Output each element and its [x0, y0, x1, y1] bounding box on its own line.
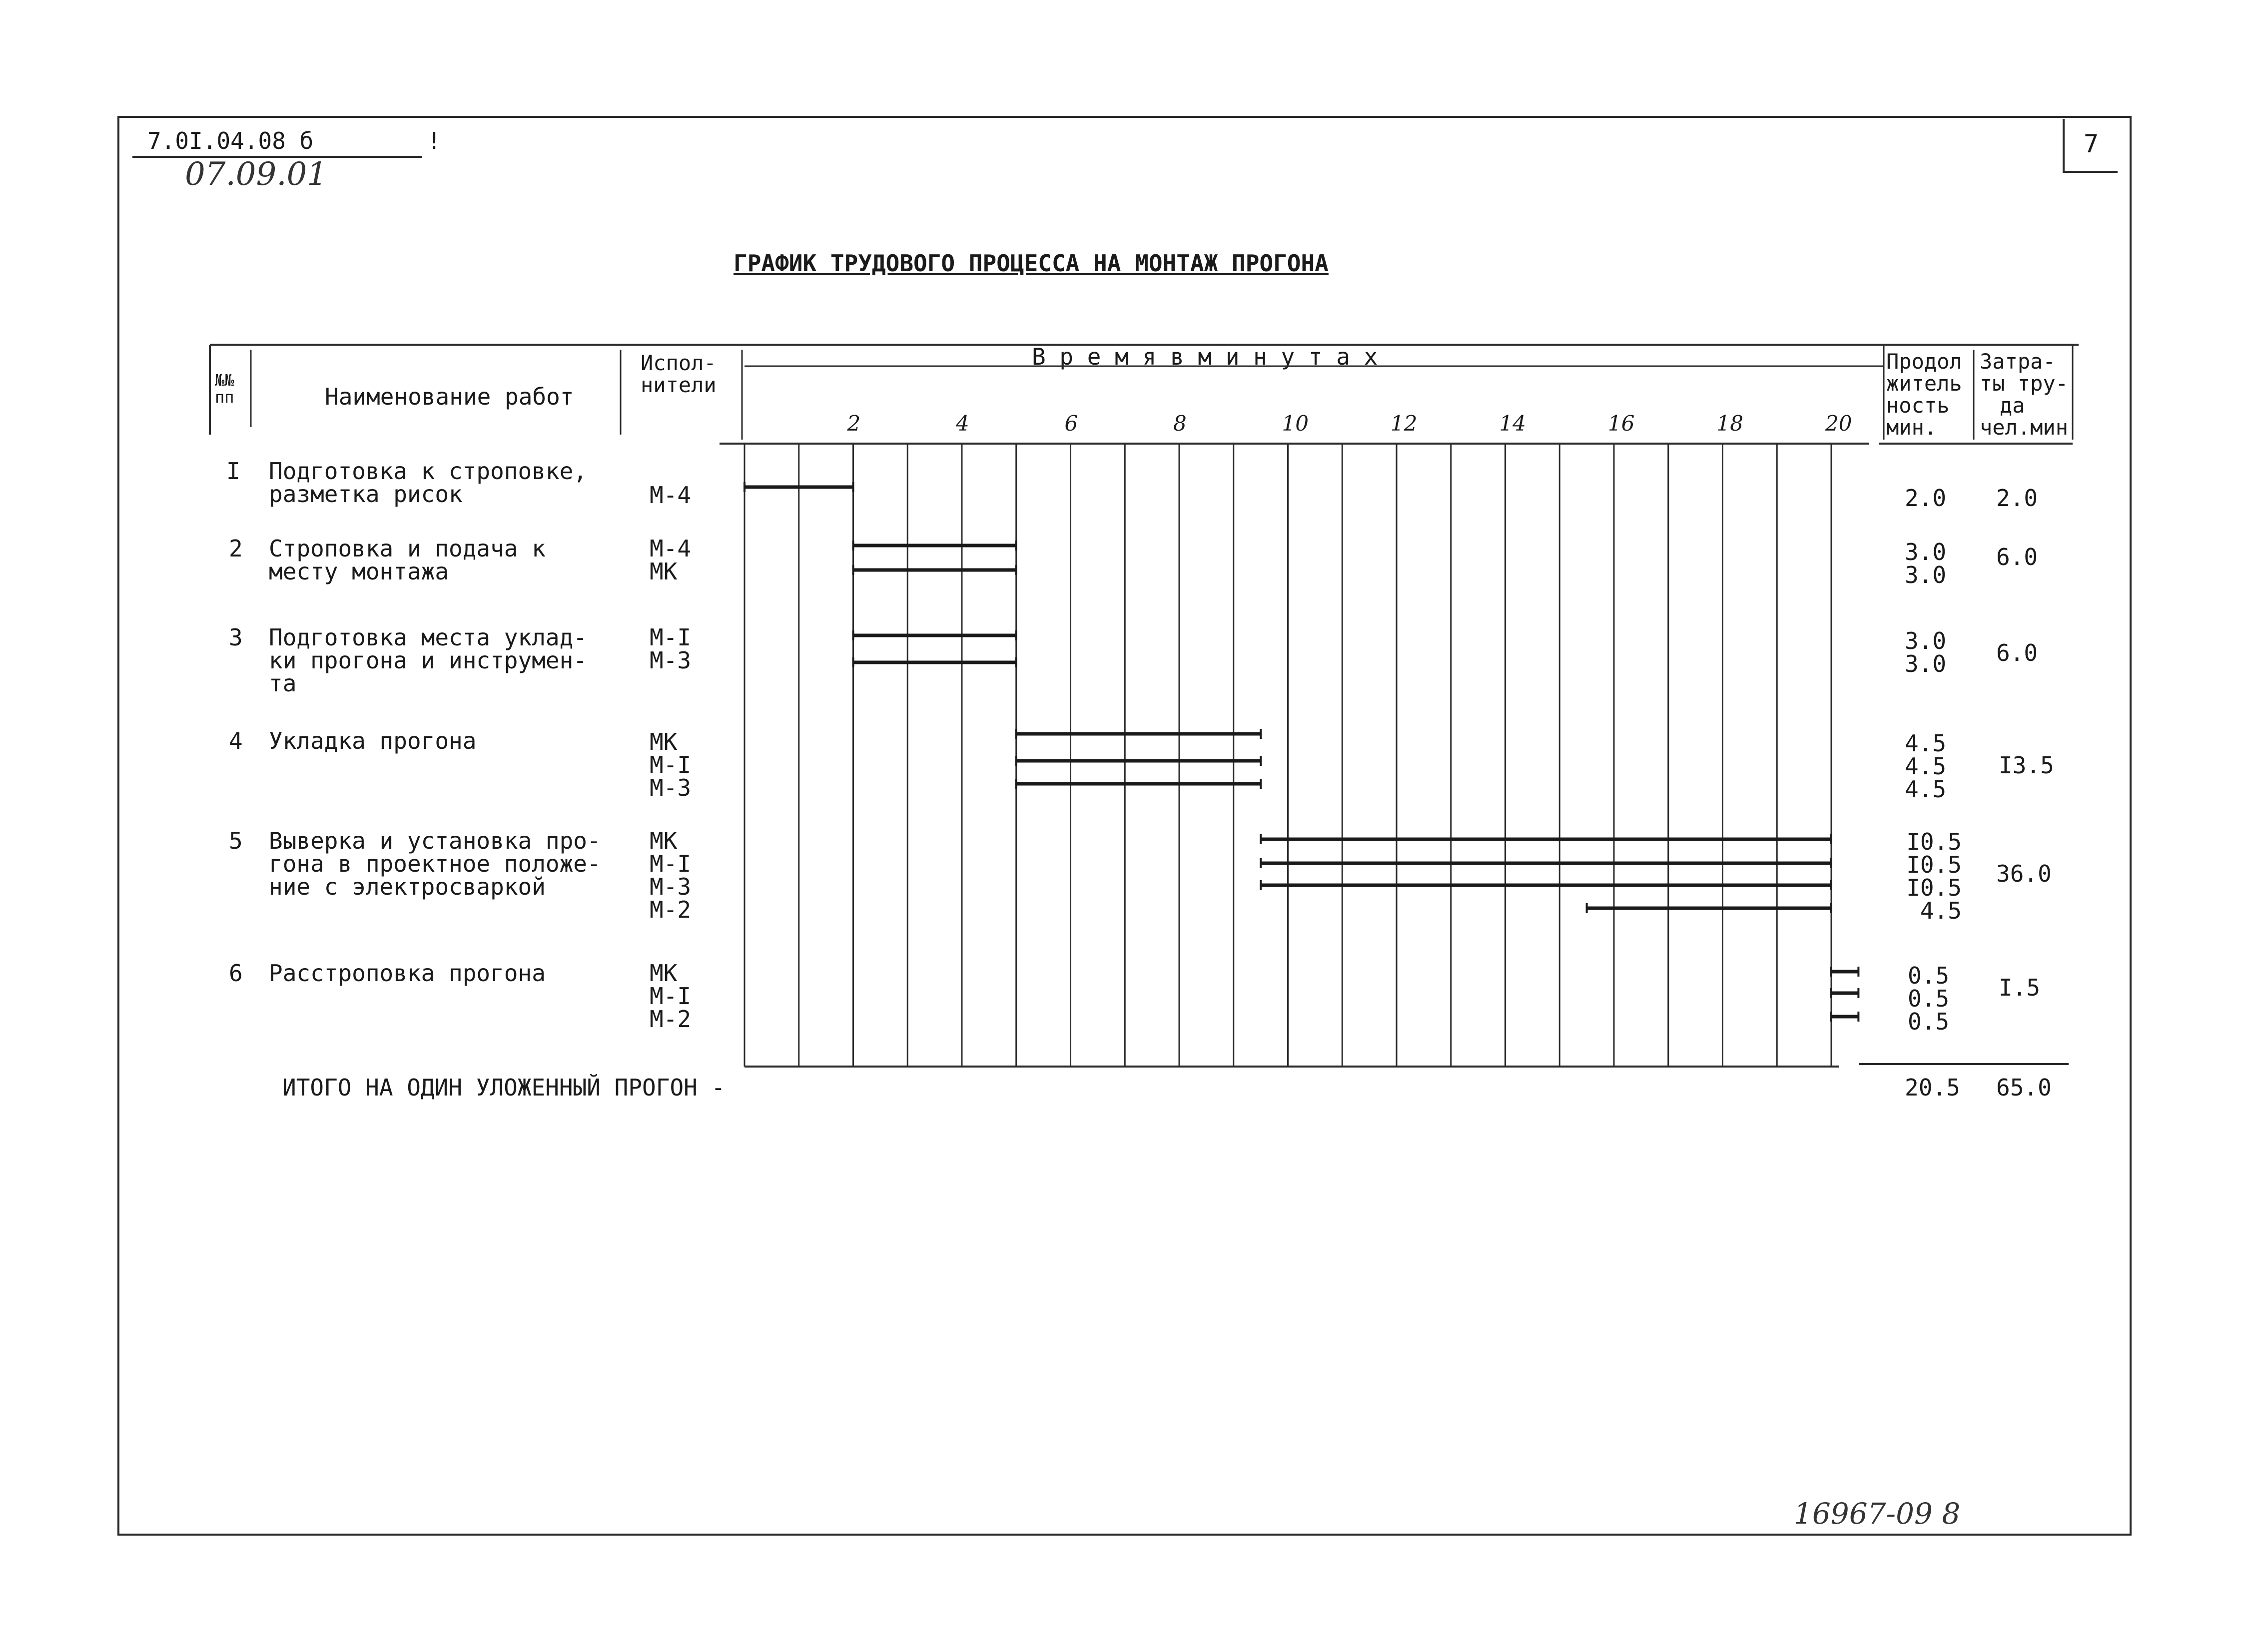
document-code-text: 7.0I.04.08 б — [147, 127, 314, 154]
row-2-duration-2: 3.0 — [1905, 561, 1947, 588]
axis-tick-20: 20 — [1825, 411, 1852, 436]
row-4-executor-2: М-I — [650, 751, 692, 778]
row-1-duration: 2.0 — [1905, 485, 1947, 512]
header-labor-line-1: Затра- — [1980, 349, 2056, 374]
row-6-num: 6 — [229, 960, 243, 987]
axis-tick-8: 8 — [1173, 411, 1187, 436]
row-5-duration-4: 4.5 — [1920, 897, 1962, 924]
row-6-duration-3: 0.5 — [1908, 1008, 1950, 1035]
row-5-labor: 36.0 — [1996, 860, 2052, 887]
row-5-duration-2: I0.5 — [1906, 851, 1962, 878]
header-time: В р е м я в м и н у т а х — [1032, 343, 1378, 370]
row-1-num: I — [226, 458, 240, 485]
row-1-labor: 2.0 — [1996, 485, 2038, 512]
row-2-duration-1: 3.0 — [1905, 539, 1947, 565]
row-6-executor-2: М-I — [650, 983, 692, 1010]
row-4-executor-1: МК — [650, 728, 678, 755]
axis-tick-14: 14 — [1499, 411, 1526, 436]
row-5-duration-3: I0.5 — [1906, 874, 1962, 901]
handwritten-date: 07.09.01 — [185, 156, 327, 193]
row-5-name-line-1: Выверка и установка про- — [269, 827, 601, 854]
row-6-duration-1: 0.5 — [1908, 962, 1950, 989]
row-5-duration-1: I0.5 — [1906, 828, 1962, 855]
total-labor: 65.0 — [1996, 1074, 2052, 1101]
row-3-executor-1: М-I — [650, 624, 692, 651]
row-3-num: 3 — [229, 624, 243, 651]
header-labor-line-2: ты тру- — [1980, 371, 2069, 396]
row-3-labor: 6.0 — [1996, 639, 2038, 666]
row-3-name-line-1: Подготовка места уклад- — [269, 624, 587, 651]
row-6-executor-1: МК — [650, 960, 678, 987]
row-2-name-line-2: месту монтажа — [269, 558, 449, 585]
row-2-executor-2: МК — [650, 558, 678, 585]
row-1-name-line-2: разметка рисок — [269, 481, 463, 508]
row-5-num: 5 — [229, 827, 243, 854]
archive-number: 16967-09 8 — [1794, 1497, 1961, 1531]
axis-tick-18: 18 — [1716, 411, 1743, 436]
row-5-name-line-3: ние с электросваркой — [269, 873, 546, 900]
row-4-name-line-1: Укладка прогона — [269, 727, 477, 754]
row-6-name-line-1: Расстроповка прогона — [269, 960, 546, 987]
row-1-executor-1: М-4 — [650, 482, 692, 509]
row-4-duration-2: 4.5 — [1905, 753, 1947, 780]
axis-tick-12: 12 — [1391, 411, 1418, 436]
header-duration-line-2: житель — [1886, 371, 1962, 396]
row-5-executor-2: М-I — [650, 850, 692, 877]
row-6-labor: I.5 — [1999, 974, 2041, 1001]
header-num-line-1: №№ — [215, 371, 234, 390]
row-5-executor-1: МК — [650, 827, 678, 854]
page-title: ГРАФИК ТРУДОВОГО ПРОЦЕССА НА МОНТАЖ ПРОГОНА — [734, 250, 1329, 277]
row-5-name-line-2: гона в проектное положе- — [269, 850, 601, 877]
row-2-name-line-1: Строповка и подача к — [269, 535, 546, 562]
row-3-duration-2: 3.0 — [1905, 650, 1947, 677]
axis-tick-2: 2 — [847, 411, 861, 436]
total-label: ИТОГО НА ОДИН УЛОЖЕННЫЙ ПРОГОН - — [282, 1074, 726, 1101]
axis-tick-10: 10 — [1282, 411, 1309, 436]
header-duration-line-3: ность — [1886, 393, 1950, 418]
header-executors-line-1: Испол- — [641, 351, 717, 375]
row-2-executor-1: М-4 — [650, 535, 692, 562]
row-6-duration-2: 0.5 — [1908, 985, 1950, 1012]
page-number: 7 — [2063, 119, 2118, 173]
total-duration: 20.5 — [1905, 1074, 1960, 1101]
row-2-labor: 6.0 — [1996, 544, 2038, 570]
row-3-executor-2: М-3 — [650, 647, 692, 674]
row-4-num: 4 — [229, 727, 243, 754]
row-3-name-line-3: та — [269, 670, 297, 697]
header-num-line-2: пп — [215, 387, 234, 407]
axis-tick-6: 6 — [1064, 411, 1078, 436]
row-3-name-line-2: ки прогона и инструмен- — [269, 647, 587, 674]
row-6-executor-3: М-2 — [650, 1006, 692, 1033]
header-labor-line-4: чел.мин — [1980, 415, 2069, 440]
row-1-name-line-1: Подготовка к строповке, — [269, 458, 587, 485]
axis-tick-16: 16 — [1608, 411, 1635, 436]
axis-tick-4: 4 — [956, 411, 969, 436]
header-executors-line-2: нители — [641, 373, 717, 398]
header-name: Наименование работ — [325, 383, 574, 410]
row-4-duration-1: 4.5 — [1905, 730, 1947, 757]
header-duration-line-4: мин. — [1886, 415, 1937, 440]
row-4-labor: I3.5 — [1999, 752, 2054, 779]
row-4-duration-3: 4.5 — [1905, 776, 1947, 803]
header-duration-line-1: Продол — [1886, 349, 1962, 374]
row-4-executor-3: М-3 — [650, 774, 692, 801]
row-3-duration-1: 3.0 — [1905, 627, 1947, 654]
row-2-num: 2 — [229, 535, 243, 562]
row-5-executor-4: М-2 — [650, 896, 692, 923]
row-5-executor-3: М-3 — [650, 873, 692, 900]
header-labor-line-3: да — [2000, 393, 2025, 418]
document-code-mark: ! — [427, 127, 441, 154]
